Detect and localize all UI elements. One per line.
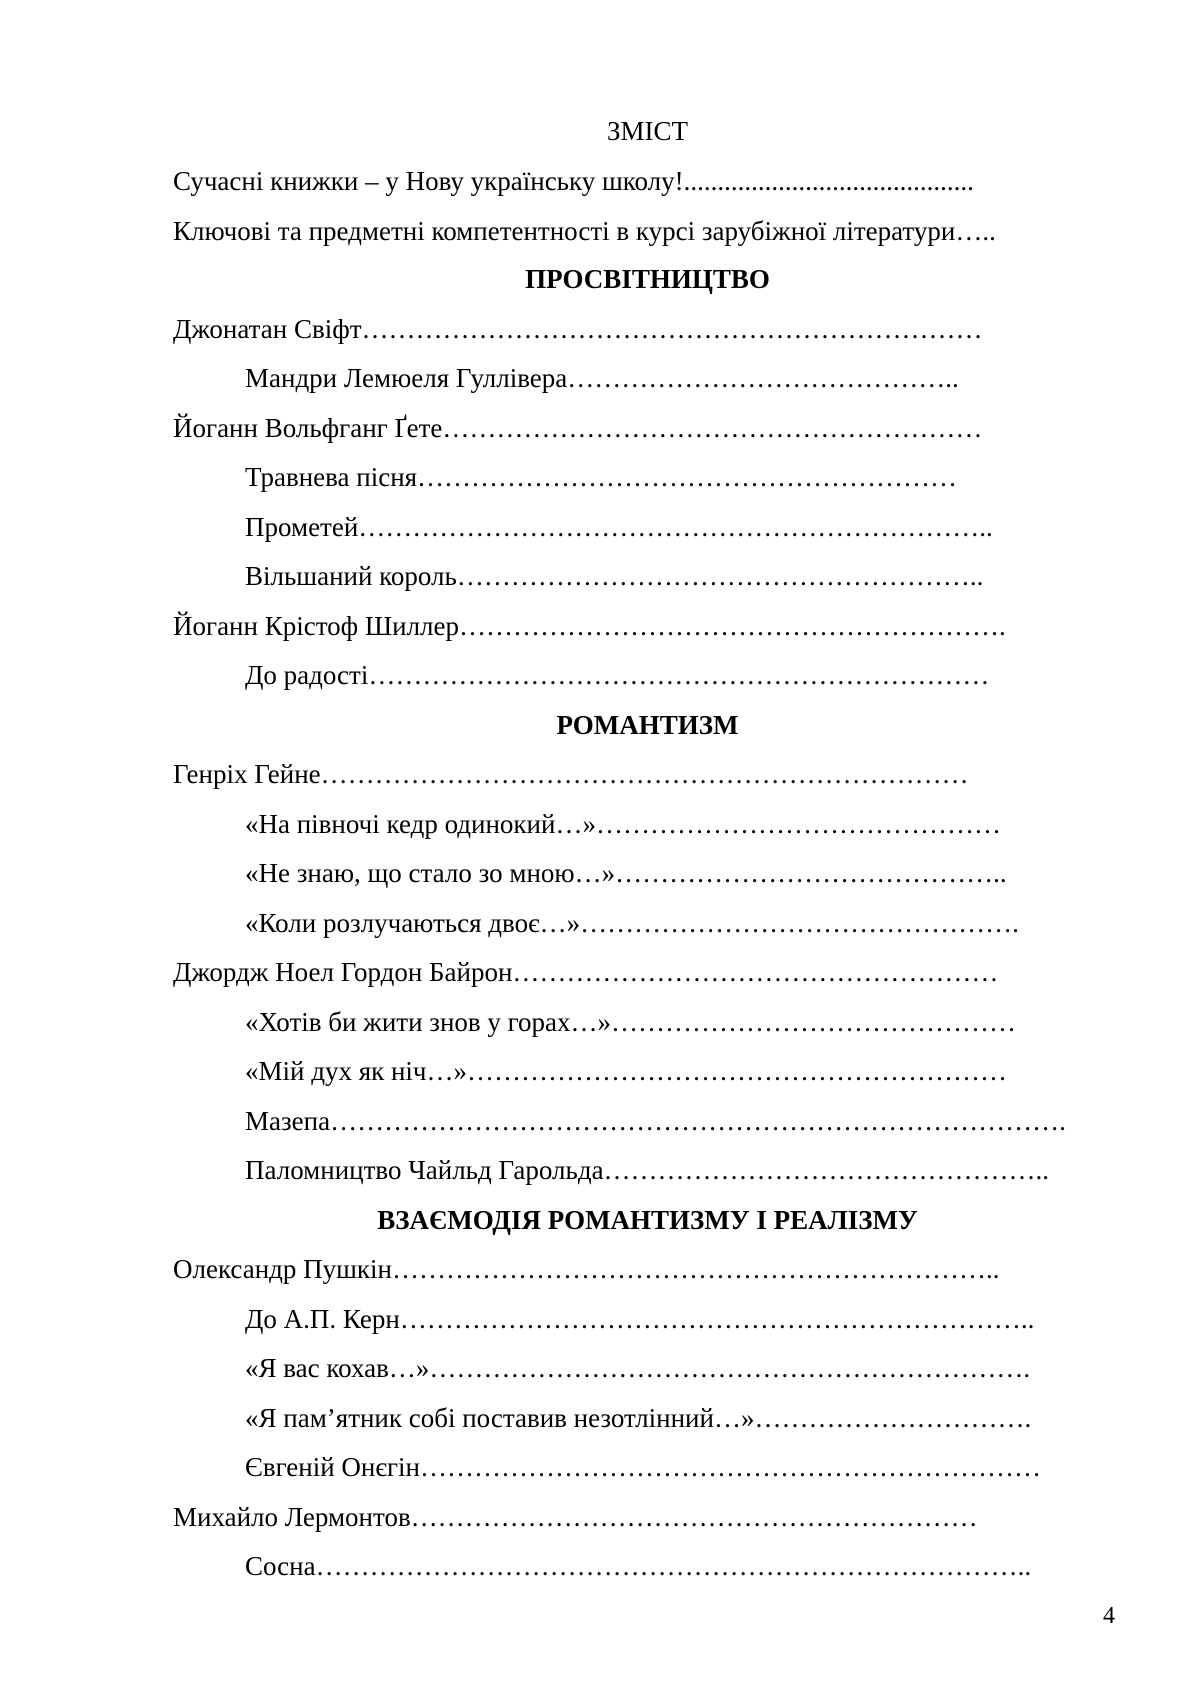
- section-heading-enlightenment: ПРОСВІТНИЦТВО: [525, 264, 770, 294]
- toc-work-to-kern: До А.П. Керн……………………………………………………………..: [245, 1304, 1035, 1334]
- toc-work-heine-lorelei: «Не знаю, що стало зо мною…»……………………………………..: [245, 858, 1007, 888]
- toc-author-byron: Джордж Ноел Гордон Байрон………………………………………………: [173, 957, 999, 987]
- toc-work-heine-cedar: «На півночі кедр одинокий…»………………………………………: [245, 809, 1001, 839]
- toc-author-heine: Генріх Гейне………………………………………………………………: [173, 759, 969, 789]
- section-heading-romanticism: РОМАНТИЗМ: [556, 710, 739, 740]
- toc-title: ЗМІСТ: [606, 116, 689, 146]
- toc-work-erlking: Вільшаний король…………………………………………………..: [245, 561, 984, 591]
- toc-author-lermontov: Михайло Лермонтов………………………………………………………: [173, 1502, 978, 1532]
- toc-work-pine: Сосна……………………………………………………………………..: [245, 1551, 1032, 1581]
- toc-work-may-song: Травнева пісня……………………………………………………: [245, 462, 958, 492]
- toc-work-mazeppa: Мазепа……………………………………………………………………….: [245, 1106, 1066, 1136]
- toc-work-i-loved-you: «Я вас кохав…»………………………………………………………….: [245, 1353, 1031, 1383]
- toc-work-heine-parting: «Коли розлучаються двоє…»………………………………………….: [245, 908, 1019, 938]
- toc-work-byron-night: «Мій дух як ніч…»……………………………………………………: [245, 1056, 1008, 1086]
- toc-entry-competences: Ключові та предметні компетентності в курсі зарубіжної літератури…..: [173, 216, 996, 246]
- toc-entry-foreword: Сучасні книжки – у Нову українську школу!...........................................: [173, 166, 974, 196]
- toc-work-onegin: Євгеній Онєгін……………………………………………………………: [245, 1452, 1041, 1482]
- toc-author-goethe: Йоганн Вольфганг Ґете……………………………………………………: [173, 413, 983, 443]
- toc-work-monument: «Я пам’ятник собі поставив незотлінний…»………………………….: [245, 1403, 1032, 1433]
- toc-author-pushkin: Олександр Пушкін…………………………………………………………..: [173, 1254, 1000, 1284]
- toc-work-gulliver: Мандри Лемюеля Гуллівера……………………………………..: [245, 363, 959, 393]
- section-heading-romanticism-realism: ВЗАЄМОДІЯ РОМАНТИЗМУ І РЕАЛІЗМУ: [377, 1205, 918, 1235]
- toc-work-ode-to-joy: До радості……………………………………………………………: [245, 660, 990, 690]
- toc-author-swift: Джонатан Свіфт……………………………………………………………: [173, 314, 983, 344]
- toc-work-byron-mountains: «Хотів би жити знов у горах…»………………………………………: [245, 1007, 1017, 1037]
- toc-author-schiller: Йоганн Крістоф Шиллер…………………………………………………….: [173, 611, 1006, 641]
- toc-work-prometheus: Прометей……………………………………………………………..: [245, 512, 993, 542]
- toc-work-childe-harold: Паломництво Чайльд Гарольда…………………………………………..: [245, 1155, 1050, 1185]
- page-number: 4: [1103, 1603, 1115, 1629]
